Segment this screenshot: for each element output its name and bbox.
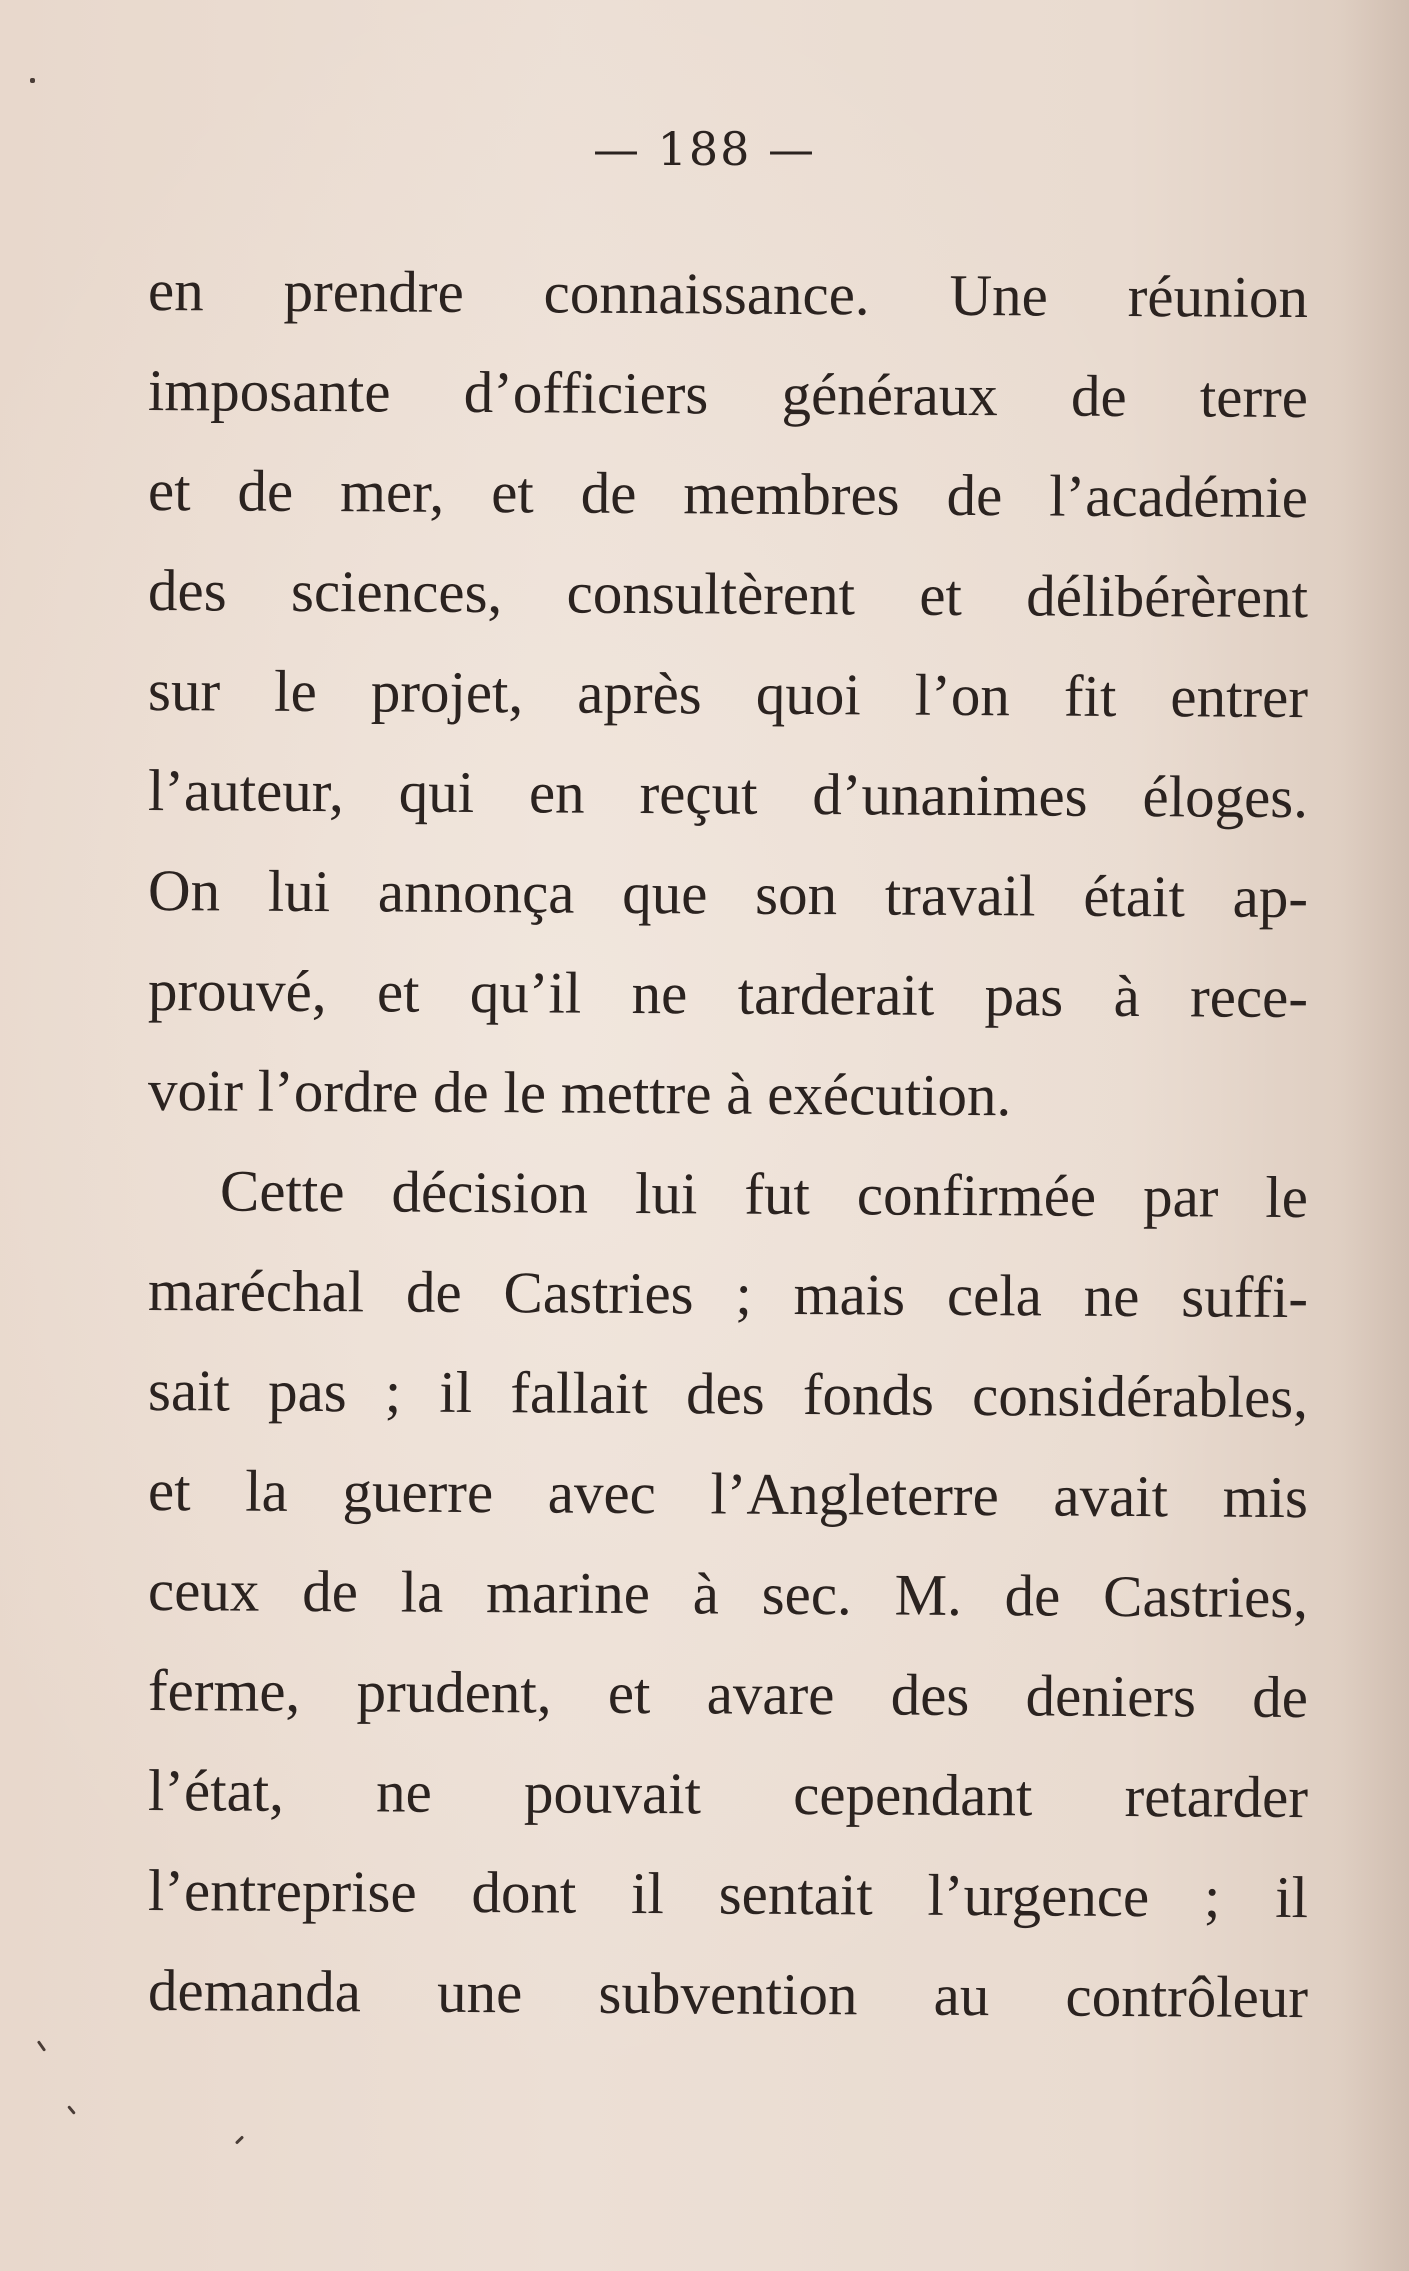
text-line: sait pas ; il fallait des fonds considérables, [147, 1357, 1309, 1431]
text-line: sur le projet, après quoi l’on fit entrer [147, 657, 1309, 731]
text-line: demanda une subvention au contrôleur [147, 1957, 1309, 2031]
text-line: ceux de la marine à sec. M. de Castries, [147, 1557, 1309, 1631]
page-edge-shadow [1339, 0, 1409, 2271]
text-line: On lui annonça que son travail était ap- [147, 857, 1309, 931]
text-line: et la guerre avec l’Angleterre avait mis [147, 1457, 1309, 1531]
text-line: imposante d’officiers généraux de terre [147, 357, 1309, 431]
text-line: l’état, ne pouvait cependant retarder [147, 1757, 1309, 1831]
text-line: voir l’ordre de le mettre à exécution. [147, 1057, 1012, 1129]
text-line: l’entreprise dont il sentait l’urgence ; il [147, 1857, 1309, 1931]
text-line: en prendre connaissance. Une réunion [147, 257, 1309, 331]
text-line: maréchal de Castries ; mais cela ne suffi- [147, 1257, 1309, 1331]
paper-speck [235, 2135, 244, 2144]
text-line: ferme, prudent, et avare des deniers de [147, 1657, 1309, 1731]
text-line: prouvé, et qu’il ne tarderait pas à rece- [147, 957, 1309, 1031]
text-line: et de mer, et de membres de l’académie [147, 457, 1309, 531]
body-text [148, 240, 1308, 2040]
paper-speck [67, 2105, 76, 2115]
paper-speck [37, 2040, 46, 2052]
page-number: — 188 — [592, 122, 817, 176]
text-line-paragraph-start: Cette décision lui fut confirmée par le [219, 1157, 1309, 1231]
text-line: l’auteur, qui en reçut d’unanimes éloges. [147, 757, 1309, 831]
paper-speck [30, 78, 35, 83]
text-line: des sciences, consultèrent et délibérèrent [147, 557, 1309, 631]
